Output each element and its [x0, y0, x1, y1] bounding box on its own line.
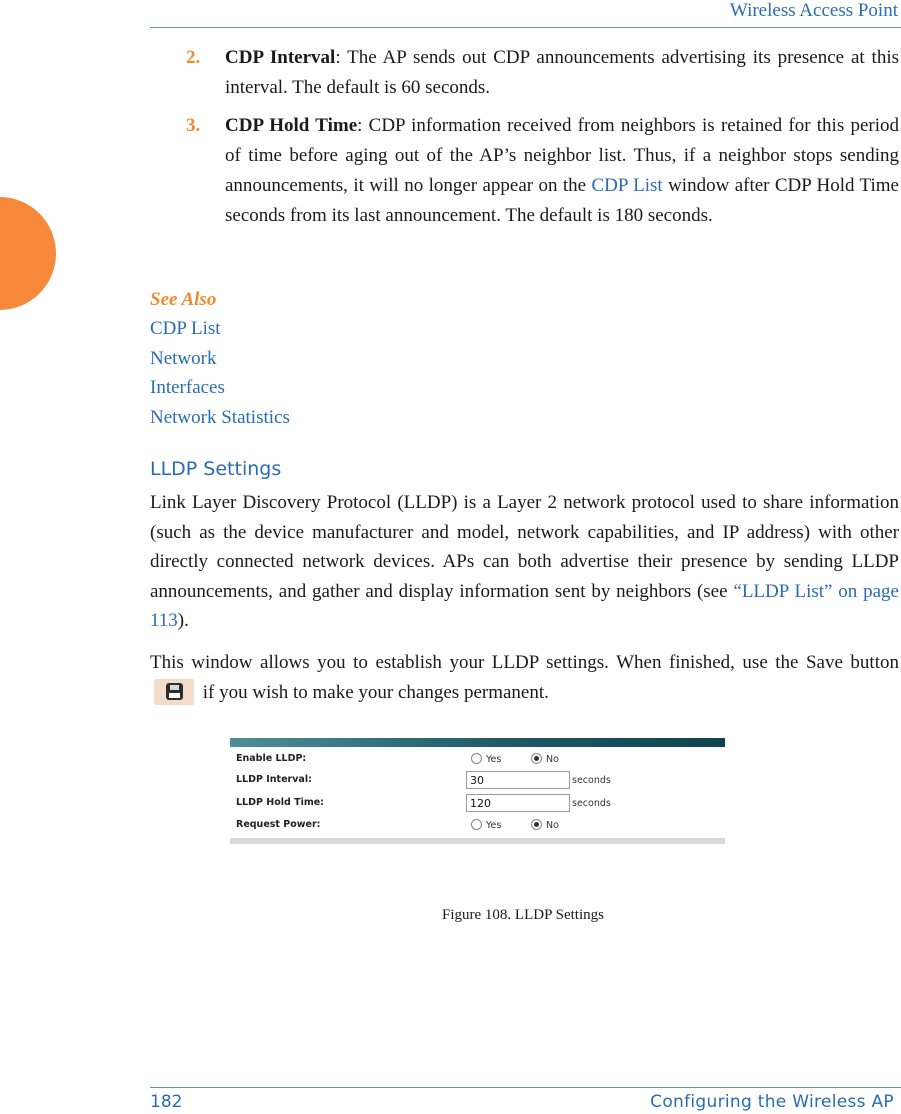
figure-title-bar	[230, 738, 725, 747]
list-item-text: window after CDP Hold Time seconds from its last announcement. The default is 180 seconds.	[225, 175, 899, 226]
running-header-title: Wireless Access Point	[729, 0, 898, 21]
chapter-side-tab	[0, 197, 56, 310]
page-number: 182	[150, 1092, 183, 1112]
lldp-hold-time-unit: seconds	[572, 798, 611, 809]
enable-lldp-yes-radio[interactable]: Yes	[471, 753, 501, 765]
list-item-term: CDP Interval	[225, 47, 336, 68]
cdp-list-link[interactable]: CDP List	[591, 175, 663, 196]
request-power-yes-radio[interactable]: Yes	[471, 819, 501, 831]
see-also-link-network[interactable]: Network	[150, 347, 217, 369]
lldp-list-page-link[interactable]: “LLDP List” on page 113	[150, 580, 899, 631]
header-rule	[150, 27, 901, 28]
save-disk-icon	[154, 679, 194, 705]
lldp-hold-time-row	[230, 792, 725, 814]
list-item-text: : The AP sends out CDP announcements advertising its presence at this interval. The default is 60 seconds.	[225, 47, 899, 98]
figure-caption: Figure 108. LLDP Settings	[442, 907, 604, 923]
save-instruction-paragraph	[150, 648, 899, 707]
see-also-link-cdp-list[interactable]: CDP List	[150, 318, 221, 339]
lldp-interval-input[interactable]: 30	[466, 771, 570, 789]
see-also-link-interfaces[interactable]: Interfaces	[150, 377, 225, 398]
list-item	[186, 111, 899, 231]
paragraph-text: ).	[177, 610, 189, 631]
request-power-no-radio[interactable]: No	[531, 819, 559, 831]
see-also-link-network-statistics[interactable]: Network Statistics	[150, 406, 290, 428]
footer-rule	[150, 1087, 901, 1088]
list-item-number: 3.	[186, 115, 201, 136]
lldp-intro-paragraph	[150, 488, 899, 636]
radio-off-icon	[471, 753, 482, 764]
paragraph-text: This window allows you to establish your LLDP settings. When finished, use the Save button	[150, 652, 899, 673]
lldp-settings-figure	[230, 738, 725, 844]
list-item	[186, 43, 899, 103]
see-also-heading: See Also	[150, 289, 217, 310]
list-item-term: CDP Hold Time	[225, 115, 358, 136]
enable-lldp-no-radio[interactable]: No	[531, 753, 559, 765]
enable-lldp-label: Enable LLDP:	[236, 753, 307, 764]
radio-on-icon	[531, 819, 542, 830]
lldp-interval-label: LLDP Interval:	[236, 774, 312, 785]
list-item-number: 2.	[186, 47, 201, 68]
section-heading: LLDP Settings	[150, 458, 282, 480]
figure-bottom-bar	[230, 838, 725, 844]
see-also-block	[150, 286, 290, 432]
lldp-hold-time-input[interactable]: 120	[466, 794, 570, 812]
lldp-interval-unit: seconds	[572, 775, 611, 786]
enable-lldp-row	[230, 748, 725, 770]
request-power-label: Request Power:	[236, 819, 321, 830]
lldp-interval-row	[230, 769, 725, 791]
paragraph-text: if you wish to make your changes permanent.	[198, 681, 549, 703]
list-item-text: : CDP information received from neighbors is retained for this period of time before aging out of the AP’s neighbor list. Thus, if a neighbor stops sending announcements, it will no longer appear on the	[225, 115, 899, 196]
radio-on-icon	[531, 753, 542, 764]
paragraph-text: Link Layer Discovery Protocol (LLDP) is a Layer 2 network protocol used to share information (such as the device manufacturer and model, network capabilities, and IP address) with other directly connected network devices. APs can both advertise their presence by sending LLDP announcements, and gather and display information sent by neighbors (see	[150, 492, 899, 602]
radio-off-icon	[471, 819, 482, 830]
lldp-hold-time-label: LLDP Hold Time:	[236, 797, 324, 808]
request-power-row	[230, 814, 725, 836]
numbered-list	[186, 43, 899, 231]
footer-chapter-title: Configuring the Wireless AP	[650, 1092, 894, 1112]
